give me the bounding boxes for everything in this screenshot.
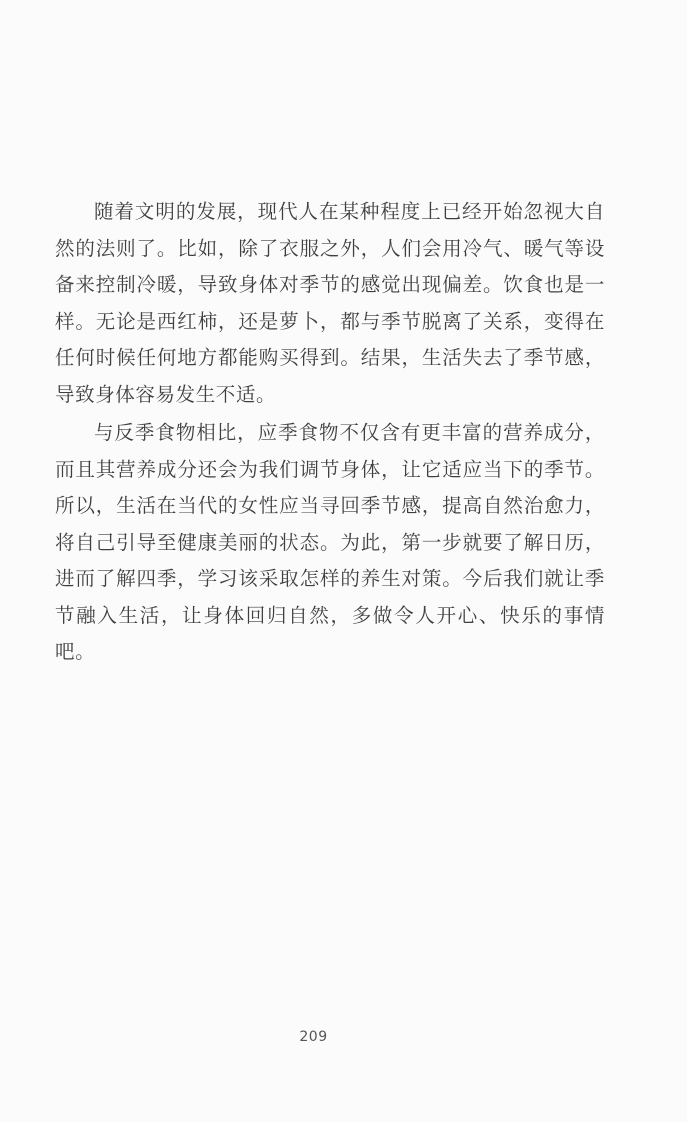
page-number: 209 — [299, 1029, 328, 1045]
body-text — [55, 194, 605, 671]
paragraph-2: 与反季食物相比，应季食物不仅含有更丰富的营养成分，而且其营养成分还会为我们调节身体，让它适应当下的季节。所以，生活在当代的女性应当寻回季节感，提高自然治愈力，将自己引导至健康美丽的状态。为此，第一步就要了解日历，进而了解四季，学习该采取怎样的养生对策。今后我们就让季节融入生活，让身体回归自然，多做令人开心、快乐的事情吧。 — [55, 421, 605, 663]
paragraph-1: 随着文明的发展，现代人在某种程度上已经开始忽视大自然的法则了。比如，除了衣服之外，人们会用冷气、暖气等设备来控制冷暖，导致身体对季节的感觉出现偏差。饮食也是一样。无论是西红柿，还是萝卜，都与季节脱离了关系，变得在任何时候任何地方都能购买得到。结果，生活失去了季节感，导致身体容易发生不适。 — [55, 200, 605, 406]
